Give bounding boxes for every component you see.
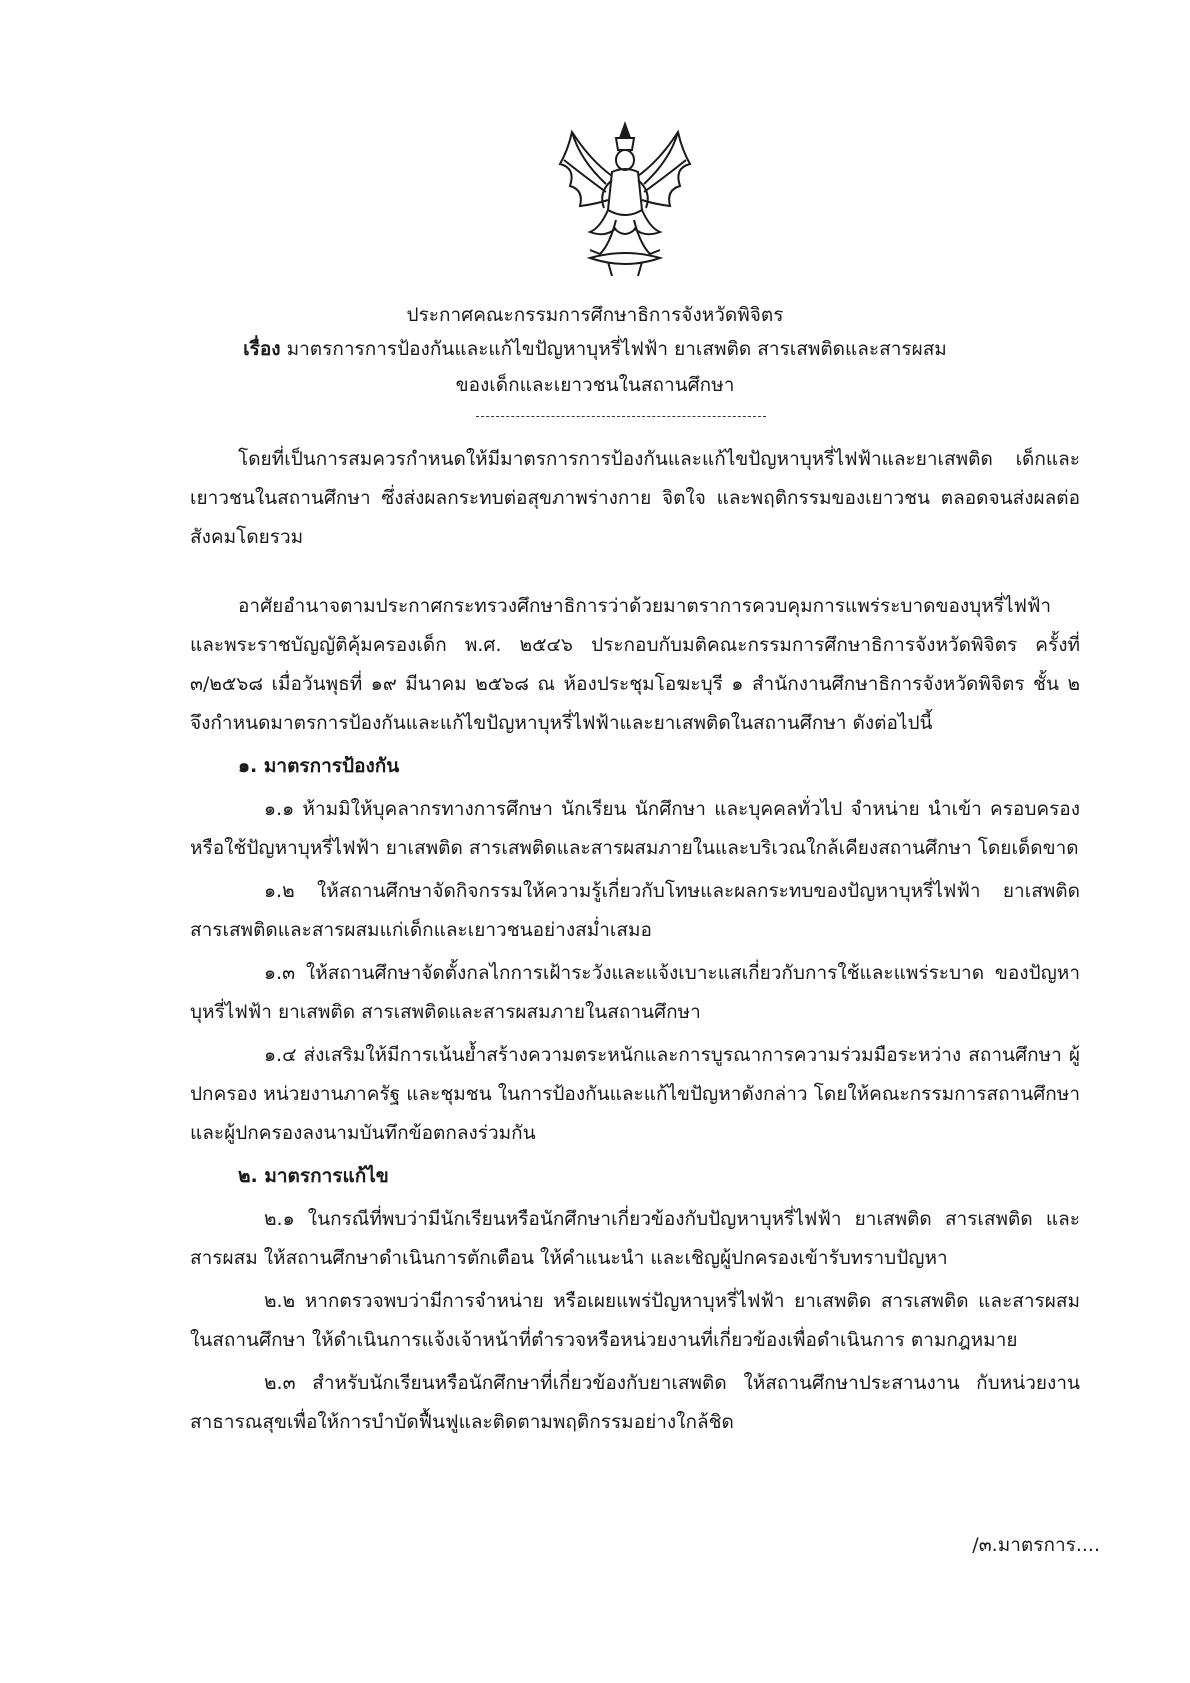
- subject-text: มาตรการการป้องกันและแก้ไขปัญหาบุหรี่ไฟฟ้า ยาเสพติด สารเสพติดและสารผสม: [286, 338, 947, 360]
- clause-1-2: ๑.๒ ให้สถานศึกษาจัดกิจกรรมให้ความรู้เกี่ยวกับโทษและผลกระทบของปัญหาบุหรี่ไฟฟ้า ยาเสพติด สารเสพติดและสารผสมแก่เด็กและเยาวชนอย่างสม่ำเสมอ: [190, 880, 1080, 941]
- document-body: [190, 440, 1080, 1442]
- clause-1-4: ๑.๔ ส่งเสริมให้มีการเน้นย้ำสร้างความตระหนักและการบูรณาการความร่วมมือระหว่าง สถานศึกษา ผู้ปกครอง หน่วยงานภาครัฐ และชุมชน ในการป้องกันและแก้ไขปัญหาดังกล่าว โดยให้คณะกรรมการสถานศึกษาและผู้ปกครองลงนามบันทึกข้อตกลงร่วมกัน: [190, 1044, 1080, 1144]
- clause-2-2: ๒.๒ หากตรวจพบว่ามีการจำหน่าย หรือเผยแพร่ปัญหาบุหรี่ไฟฟ้า ยาเสพติด สารเสพติด และสารผสมในสถานศึกษา ให้ดำเนินการแจ้งเจ้าหน้าที่ตำรวจหรือหน่วยงานที่เกี่ยวข้องเพื่อดำเนินการ ตามกฎหมาย: [190, 1290, 1080, 1351]
- announcement-title: ประกาศคณะกรรมการศึกษาธิการจังหวัดพิจิตร: [406, 304, 784, 326]
- authority-paragraph: อาศัยอำนาจตามประกาศกระทรวงศึกษาธิการว่าด้วยมาตราการควบคุมการแพร่ระบาดของบุหรี่ไฟฟ้า และพระราชบัญญัติคุ้มครองเด็ก พ.ศ. ๒๕๔๖ ประกอบกับมติคณะกรรมการศึกษาธิการจังหวัดพิจิตร ครั้งที่ ๓/๒๕๖๘ เมื่อวันพุธที่ ๑๙ มีนาคม ๒๕๖๘ ณ ห้องประชุมโอฆะบุรี ๑ สำนักงานศึกษาธิการจังหวัดพิจิตร ชั้น ๒ จึงกำหนดมาตรการป้องกันและแก้ไขปัญหาบุหรี่ไฟฟ้าและยาเสพติดในสถานศึกษา ดังต่อไปนี้: [190, 595, 1080, 734]
- clause-2-3: ๒.๓ สำหรับนักเรียนหรือนักศึกษาที่เกี่ยวข้องกับยาเสพติด ให้สถานศึกษาประสานงาน กับหน่วยงานสาธารณสุขเพื่อให้การบำบัดฟื้นฟูและติดตามพฤติกรรมอย่างใกล้ชิด: [190, 1372, 1080, 1433]
- garuda-emblem-icon: [550, 120, 700, 280]
- subject-line-1: [0, 334, 1190, 364]
- intro-paragraph: โดยที่เป็นการสมควรกำหนดให้มีมาตรการการป้องกันและแก้ไขปัญหาบุหรี่ไฟฟ้าและยาเสพติด เด็กและเยาวชนในสถานศึกษา ซึ่งส่งผลกระทบต่อสุขภาพร่างกาย จิตใจ และพฤติกรรมของเยาวชน ตลอดจนส่งผลต่อสังคมโดยรวม: [190, 448, 1080, 548]
- clause-1-3: ๑.๓ ให้สถานศึกษาจัดตั้งกลไกการเฝ้าระวังและแจ้งเบาะแสเกี่ยวกับการใช้และแพร่ระบาด ของปัญหาบุหรี่ไฟฟ้า ยาเสพติด สารเสพติดและสารผสมภายในสถานศึกษา: [190, 962, 1080, 1023]
- section-2-heading: ๒. มาตรการแก้ไข: [238, 1165, 389, 1187]
- continuation-marker: /๓.มาตรการ....: [972, 1534, 1100, 1556]
- dashed-divider: [476, 416, 766, 417]
- subject-label: เรื่อง: [243, 338, 281, 360]
- clause-1-1: ๑.๑ ห้ามมิให้บุคลากรทางการศึกษา นักเรียน นักศึกษา และบุคคลทั่วไป จำหน่าย นำเข้า ครอบครอง หรือใช้ปัญหาบุหรี่ไฟฟ้า ยาเสพติด สารเสพติดและสารผสมภายในและบริเวณใกล้เคียงสถานศึกษา โดยเด็ดขาด: [190, 798, 1080, 859]
- subject-line-2: ของเด็กและเยาวชนในสถานศึกษา: [455, 374, 735, 396]
- section-1-heading: ๑. มาตรการป้องกัน: [238, 755, 400, 777]
- clause-2-1: ๒.๑ ในกรณีที่พบว่ามีนักเรียนหรือนักศึกษาเกี่ยวข้องกับปัญหาบุหรี่ไฟฟ้า ยาเสพติด สารเสพติด และสารผสม ให้สถานศึกษาดำเนินการตักเตือน ให้คำแนะนำ และเชิญผู้ปกครองเข้ารับทราบปัญหา: [190, 1208, 1080, 1269]
